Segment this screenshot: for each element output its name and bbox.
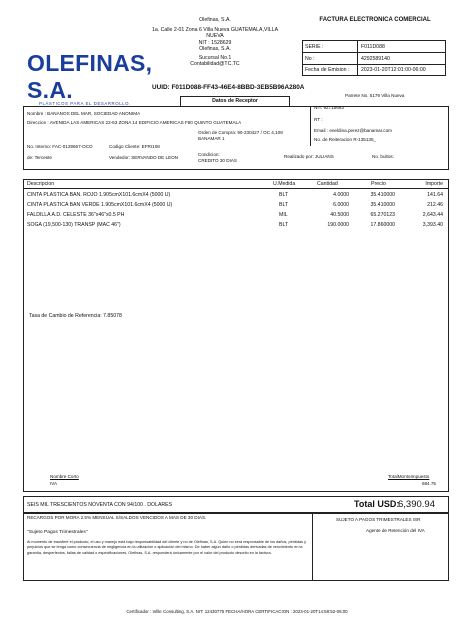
short-name-label: Nombre Corto bbox=[50, 474, 79, 479]
receiver-rt: RT : bbox=[314, 117, 323, 122]
receiver-condicion-value: CREDITO 30 DIAS bbox=[198, 158, 237, 163]
logo-tagline: PLÁSTICOS PARA EL DESARROLLO. bbox=[39, 101, 131, 106]
exchange-rate: Tasa de Cambio de Referencia: 7.85078 bbox=[29, 313, 122, 319]
row-description: FALDILLA A.D. CELESTE 36"x46"x0.5 PH bbox=[27, 212, 125, 218]
receiver-section-title: Datos de Receptor bbox=[212, 98, 258, 104]
company-nit: NIT : 1528629 bbox=[198, 39, 232, 46]
tax-value: 684.75 bbox=[421, 481, 436, 486]
row-quantity: 190.0000 bbox=[327, 222, 349, 228]
date-label: Fecha de Emision : bbox=[305, 67, 350, 73]
receiver-terminos: de: Terceste bbox=[27, 155, 52, 160]
legal-text: Al momento de transferir el producto, el uso y manejo está bajo responsabilidad del cliente y no de Olefinas, S.A. Quien no será responsable de los daños, pérdidas y perjuicios que se tenga como consecuencia de negligencia en la utilización o aplicación del mismo. De haber algún daño o pérdidas derivadas de vencimiento en la garantía, desperfectos, fallas de calidad o especificaciones, Olefinas, S.A. responderá únicamente por el valor del producto descrito en la factura. bbox=[27, 540, 307, 555]
table-row bbox=[27, 192, 445, 200]
tax-label: TotalMontoImpuesto bbox=[388, 474, 430, 479]
receiver-realizado: Realizado por: JULIANS bbox=[284, 154, 334, 159]
company-address-line1: 1a. Calle 2-01 Zona 6 Villa Nueva GUATEMALA,VILLA bbox=[151, 27, 279, 34]
row-amount: 212.46 bbox=[427, 202, 443, 208]
row-unit: BLT bbox=[279, 192, 289, 198]
row-unit: BLT bbox=[279, 202, 289, 208]
table-row bbox=[27, 202, 445, 210]
company-branch: Sucursal No.1 bbox=[198, 55, 232, 62]
header-precio: Precio bbox=[371, 181, 386, 187]
receiver-bultos: No. bultos: bbox=[372, 154, 394, 159]
header-umedida: U.Medida bbox=[273, 181, 296, 187]
row-amount: 3,393.40 bbox=[422, 222, 443, 228]
total-value: 6,390.94 bbox=[398, 499, 435, 510]
no-label: No : bbox=[305, 56, 315, 62]
branch-address: Parrete No. 5179 Villa Nueva bbox=[345, 93, 405, 98]
receiver-codigo-cliente: Codigo Cliente: EFRI108 bbox=[109, 144, 160, 149]
row-amount: 2,643.44 bbox=[422, 212, 443, 218]
row-quantity: 40.5000 bbox=[330, 212, 349, 218]
row-description: CINTA PLASTICA BAN. ROJO 1.905cmX101.6cmX4 (5000 U) bbox=[27, 192, 171, 198]
short-name-value: IVA bbox=[50, 481, 58, 486]
receiver-condicion: Condicion: bbox=[198, 152, 220, 157]
row-quantity: 6.0000 bbox=[333, 202, 349, 208]
header-descripcion: Descripcion bbox=[27, 181, 55, 187]
row-description: SOGA (19,500-130) TRANSP (MAC 46") bbox=[27, 222, 121, 228]
serie-label: SERIE : bbox=[305, 44, 324, 50]
receiver-orden-compra: Orden de Compra: 90-230427 / OC 4,108 bbox=[198, 130, 283, 135]
row-price: 17.860000 bbox=[370, 222, 395, 228]
receiver-vendedor: Vendedor: SERVANDO DE LEON bbox=[109, 155, 179, 160]
recargo-text: RECARGOS POR MORA 2.5% MENSUAL S/SALDOS VENCIDOS A MAS DE 30 DIAS. bbox=[27, 515, 207, 520]
row-amount: 141.64 bbox=[427, 192, 443, 198]
sujeto-pagos-title: "Sujeto Pagos Trimestrales" bbox=[27, 530, 88, 535]
table-row bbox=[27, 212, 445, 220]
company-name: Olefinas, S.A. bbox=[199, 17, 231, 23]
row-description: CINTA PLASTICA BAN VERDE 1.905cmX101.6cmX4 (5000 U) bbox=[27, 202, 173, 208]
no-value: 4292589140 bbox=[361, 56, 390, 62]
company-info bbox=[140, 17, 290, 67]
row-quantity: 4.0000 bbox=[333, 192, 349, 198]
header-cantidad: Cantidad bbox=[317, 181, 338, 187]
logo-text: OLEFINAS, S.A. bbox=[27, 50, 153, 103]
isr-text: SUJETO A PAGOS TRIMESTRALES ISR bbox=[336, 517, 421, 522]
receiver-no-interno: No. Interno: FAC-0129667-OCO bbox=[27, 144, 93, 149]
company-name-2: Olefinas, S.A. bbox=[199, 45, 231, 52]
total-label: Total USD: bbox=[354, 499, 400, 509]
receiver-direccion: Direccion : AVENIDA LAS AMERICAS 22-63 ZONA 14 EDIFICIO AMERICAS F60 QUINTO GUATEMALA bbox=[27, 120, 242, 125]
serie-value: F011D088 bbox=[361, 44, 385, 50]
company-accounting: Contabilidad@TC.TC bbox=[190, 61, 240, 68]
receiver-email: Email : eneldina.perez@banamar.com bbox=[314, 128, 392, 133]
total-in-words: SEIS MIL TRESCIENTOS NOVENTA CON 94/100 . DOLARES bbox=[27, 502, 173, 508]
table-row bbox=[27, 222, 445, 230]
receiver-nombre: Nombre : BANANOS DEL MAR, SOCIEDAD ANONIMA bbox=[27, 111, 141, 116]
row-unit: BLT bbox=[279, 222, 289, 228]
row-price: 35.410000 bbox=[370, 202, 395, 208]
certifier-line: Certificador : Infile Consulting, S.A. NIT: 12430775 FECHA/HORA CERTIFICACION : 2023-01-20T14:58:52-06:00 bbox=[126, 609, 348, 614]
receiver-nit: NIT: 92715693 bbox=[314, 105, 344, 110]
receiver-reiteracion: No. de Reiteracion R-135135_ bbox=[314, 137, 377, 142]
table-header bbox=[27, 181, 445, 189]
row-price: 35.410000 bbox=[370, 192, 395, 198]
row-unit: MIL bbox=[279, 212, 288, 218]
iva-agent-text: Agente de Retención del IVA bbox=[366, 528, 425, 533]
uuid: UUID: F011D088-FF43-46E4-8BBD-3EB5B96A280A bbox=[152, 84, 305, 91]
date-value: 2023-01-20T12:01:00-06:00 bbox=[361, 67, 426, 73]
company-address-line2: NUEVA bbox=[206, 33, 224, 40]
header-importe: Importe bbox=[425, 181, 443, 187]
row-price: 65.270123 bbox=[370, 212, 395, 218]
receiver-orden-compra-2: BANAMAR 1 bbox=[198, 136, 225, 141]
document-type: FACTURA ELECTRONICA COMERCIAL bbox=[319, 17, 431, 23]
